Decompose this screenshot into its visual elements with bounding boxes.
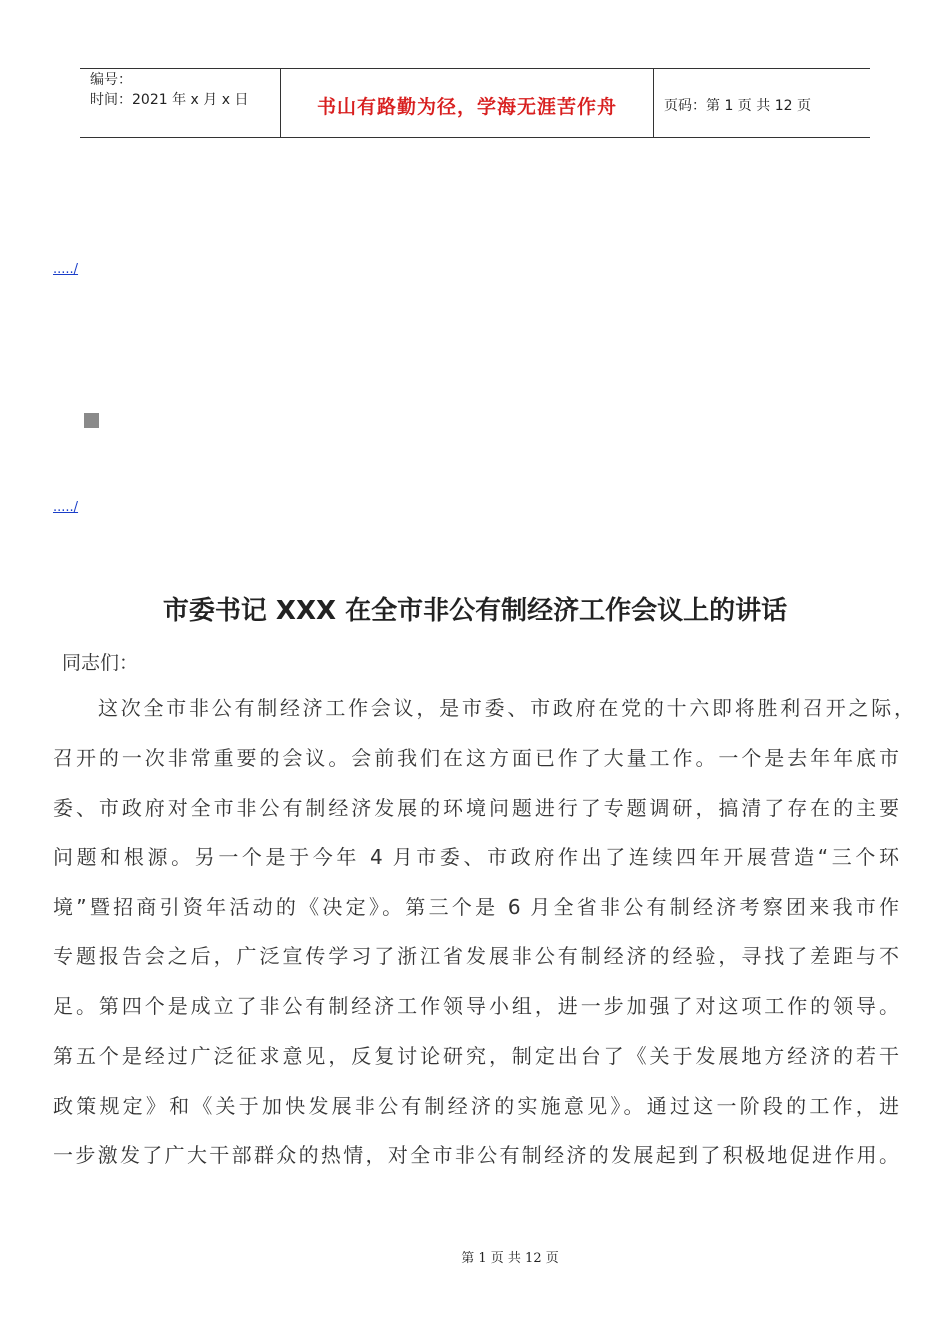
header-page-cell	[654, 69, 870, 137]
page-footer: 第 1 页 共 12 页	[461, 1251, 559, 1266]
header-motto: 书山有路勤为径，学海无涯苦作舟	[316, 95, 617, 118]
ellipsis-link-2[interactable]: ...../	[53, 500, 79, 515]
document-title: 市委书记 XXX 在全市非公有制经济工作会议上的讲话	[162, 596, 788, 626]
page-header	[80, 68, 870, 138]
broken-image-icon	[84, 413, 99, 428]
header-page-info: 页码：第 1 页 共 12 页	[664, 98, 811, 114]
paragraph-line: 委、市政府对全市非公有制经济发展的环境问题进行了专题调研，搞清了存在的主要	[53, 796, 899, 820]
header-meta-cell	[80, 69, 281, 137]
paragraph-line: 一步激发了广大干部群众的热情，对全市非公有制经济的发展起到了积极地促进作用。	[53, 1143, 899, 1167]
paragraph-line: 政策规定》和《关于加快发展非公有制经济的实施意见》。通过这一阶段的工作，进	[53, 1094, 899, 1118]
document-number-label: 编号：	[90, 72, 132, 88]
ellipsis-link-1[interactable]: ...../	[53, 262, 79, 277]
paragraph-line: 第五个是经过广泛征求意见，反复讨论研究，制定出台了《关于发展地方经济的若干	[53, 1044, 899, 1068]
paragraph-line: 足。第四个是成立了非公有制经济工作领导小组，进一步加强了对这项工作的领导。	[53, 994, 899, 1018]
greeting: 同志们：	[62, 652, 139, 674]
paragraph-line: 这次全市非公有制经济工作会议，是市委、市政府在党的十六即将胜利召开之际，	[98, 696, 914, 720]
paragraph-line: 召开的一次非常重要的会议。会前我们在这方面已作了大量工作。一个是去年年底市	[53, 746, 899, 770]
paragraph-line: 问题和根源。另一个是于今年 4 月市委、市政府作出了连续四年开展营造“三个环	[53, 845, 899, 869]
paragraph-line: 专题报告会之后，广泛宣传学习了浙江省发展非公有制经济的经验，寻找了差距与不	[53, 944, 899, 968]
document-date-label: 时间：2021 年 x 月 x 日	[90, 92, 249, 108]
header-motto-cell	[281, 69, 654, 137]
paragraph-line: 境”暨招商引资年活动的《决定》。第三个是 6 月全省非公有制经济考察团来我市作	[53, 895, 899, 919]
